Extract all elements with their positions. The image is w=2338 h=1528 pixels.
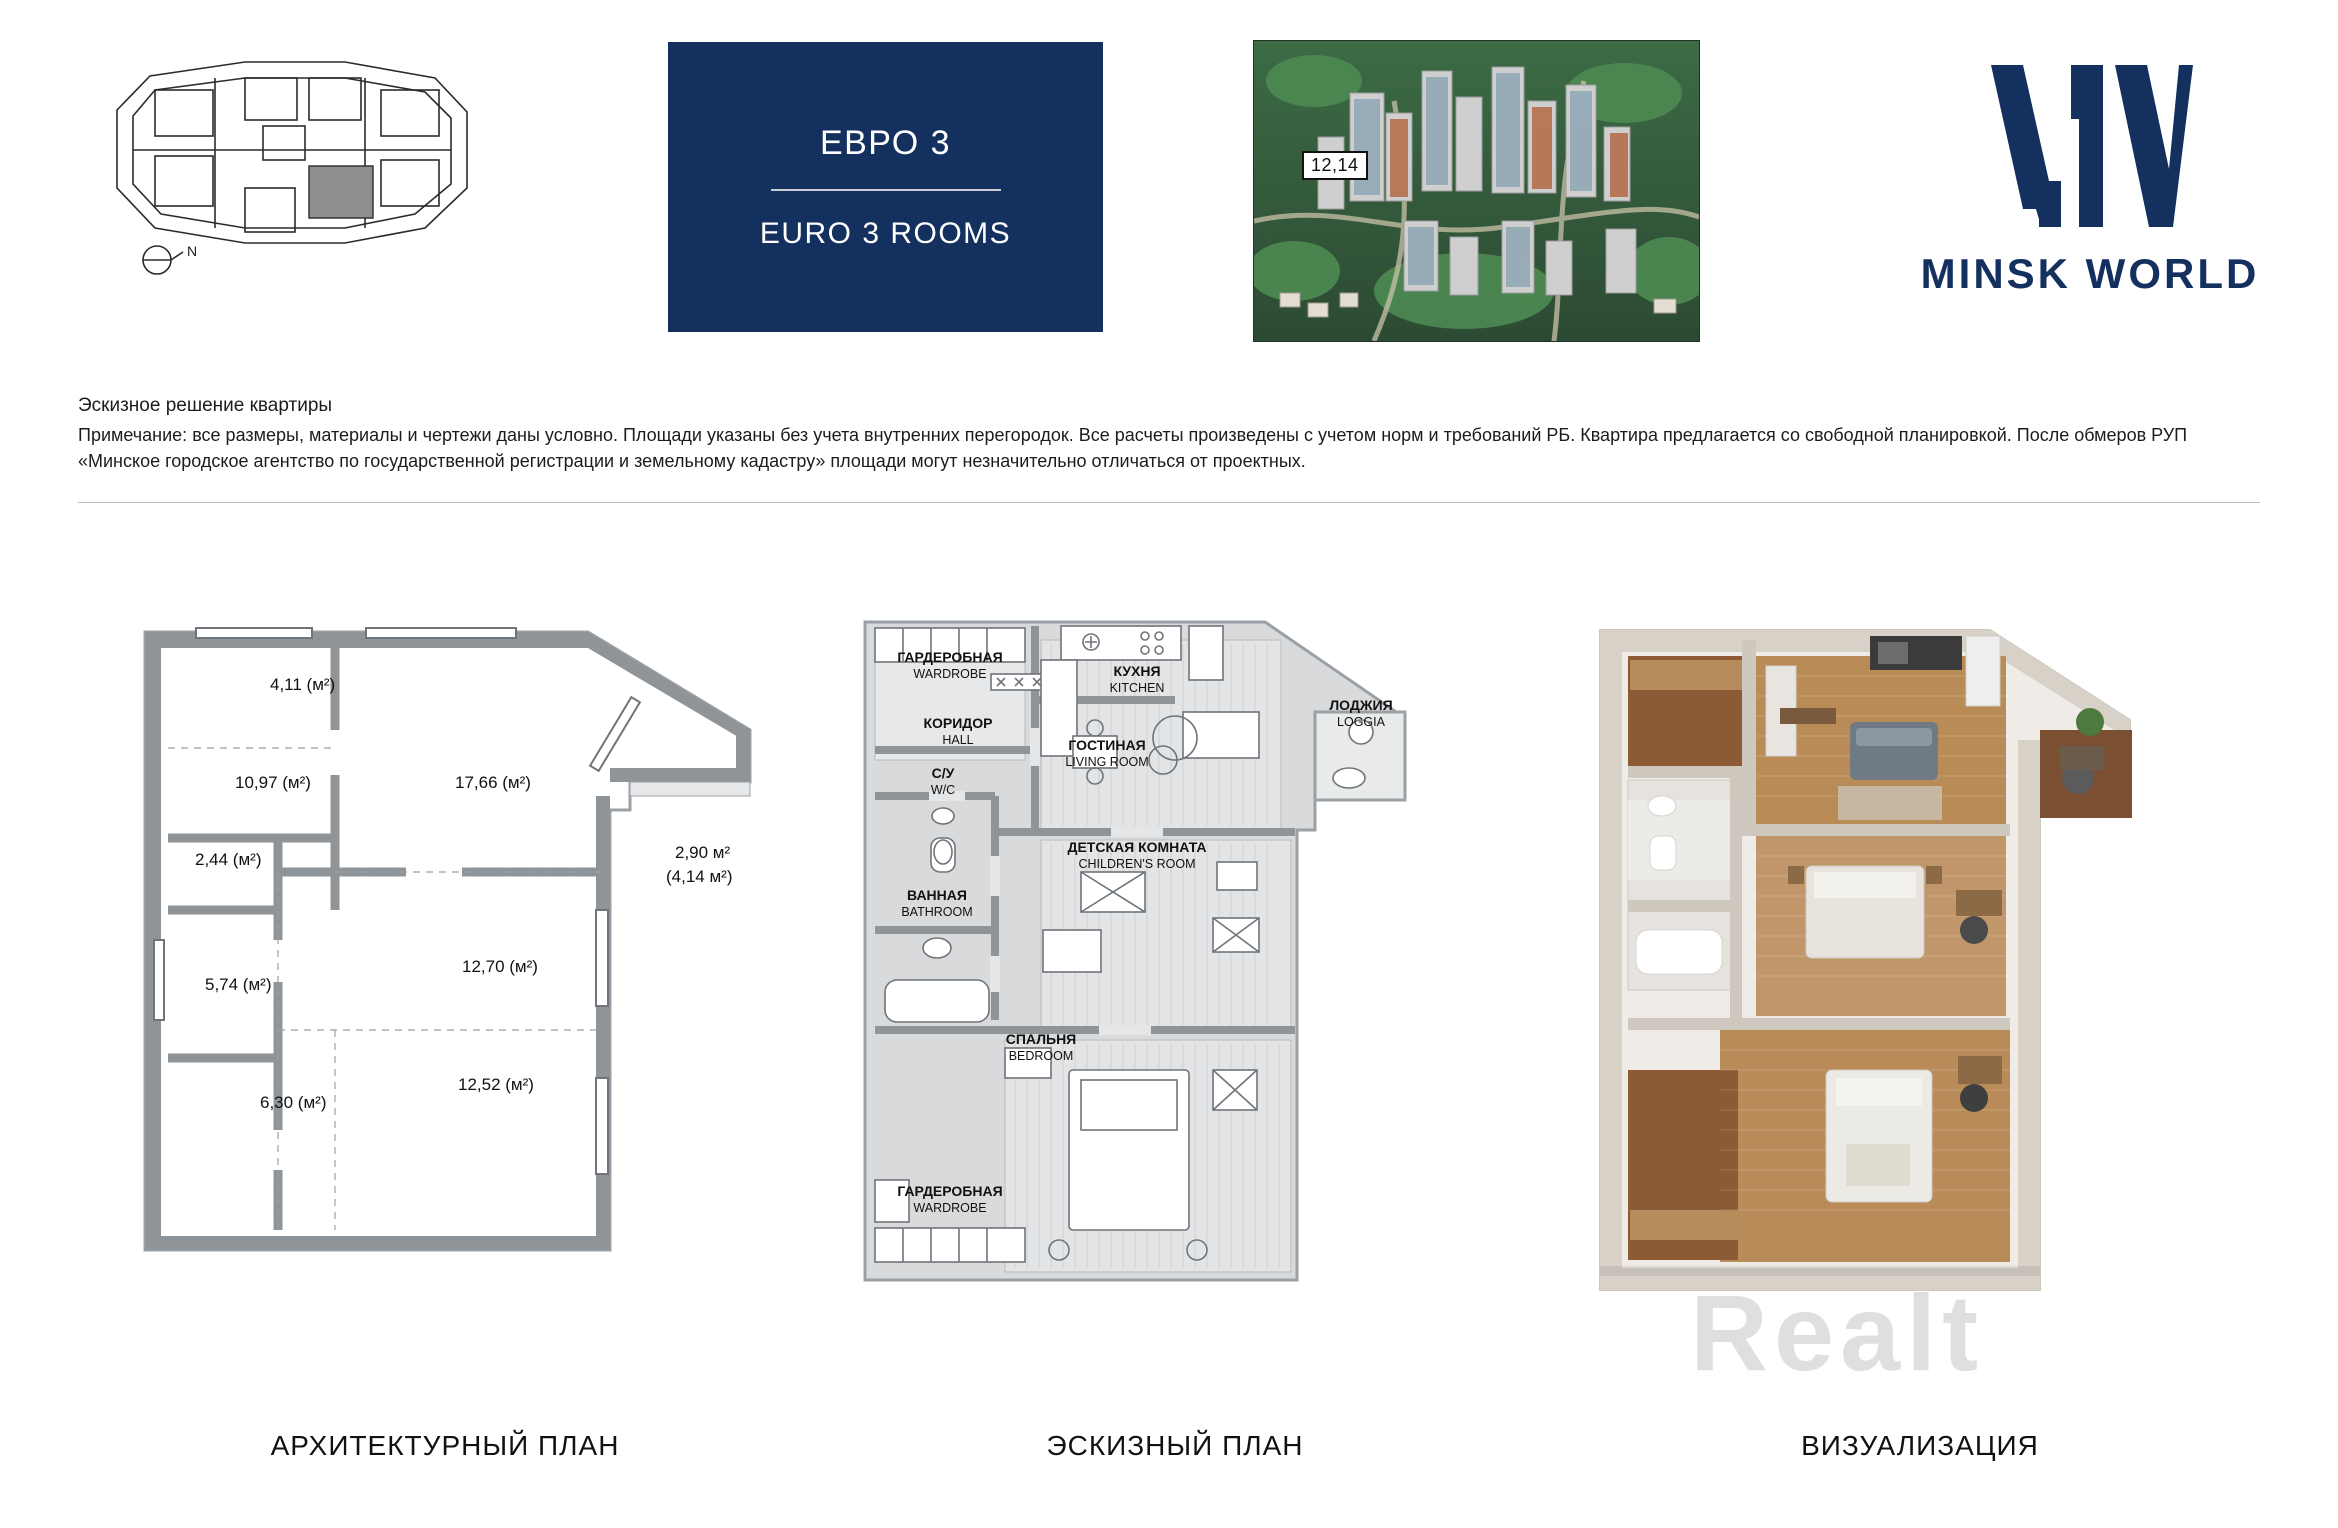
aerial-site-image — [1253, 40, 1700, 342]
title-divider — [771, 189, 1001, 191]
sketch-plan — [845, 600, 1505, 1310]
disclaimer-note — [78, 395, 2258, 474]
room-label-ru: ДЕТСКАЯ КОМНАТА — [1067, 839, 1207, 855]
room-label-ru: КОРИДОР — [923, 715, 993, 731]
area-label: 12,70 (м²) — [462, 957, 538, 976]
building-keyplan — [95, 38, 485, 288]
brand-logo — [1880, 38, 2300, 318]
area-label: 2,44 (м²) — [195, 850, 262, 869]
note-title: Эскизное решение квартиры — [78, 395, 333, 416]
architectural-plan — [110, 610, 780, 1300]
title-en: EURO 3 ROOMS — [759, 216, 1012, 250]
area-label: 4,11 (м²) — [270, 675, 336, 694]
note-body: Примечание: все размеры, материалы и чертежи даны условно. Площади указаны без учета внутренних перегородок. Все расчеты произведены с учетом норм и требований РБ. Квартира предлагается со свободной планировкой. После обмеров РУП «Минское городское агентство по государственной регистрации и земельному кадастру» площади могут незначительно отличаться от проектных. — [78, 425, 2188, 471]
area-label: 17,66 (м²) — [455, 773, 531, 792]
area-label: 6,30 (м²) — [260, 1093, 327, 1112]
room-label-ru: ЛОДЖИЯ — [1329, 697, 1393, 713]
room-label-en: LOGGIA — [1337, 715, 1385, 729]
room-label-ru: СПАЛЬНЯ — [1005, 1031, 1077, 1047]
watermark-label: Realt — [1690, 1272, 1985, 1393]
area-label: (4,14 м²) — [666, 867, 733, 886]
room-label-ru: ВАННАЯ — [907, 887, 967, 903]
brand-name: MINSK WORLD — [1920, 249, 2260, 297]
area-label: 5,74 (м²) — [205, 975, 272, 994]
area-label: 10,97 (м²) — [235, 773, 311, 792]
room-label-en: LIVING ROOM — [1065, 755, 1149, 769]
room-label-en: WARDROBE — [913, 1201, 987, 1215]
room-label-en: KITCHEN — [1109, 681, 1165, 695]
room-label-ru: КУХНЯ — [1113, 663, 1161, 679]
aerial-tag-label: 12,14 — [1302, 151, 1368, 180]
caption-visualization: ВИЗУАЛИЗАЦИЯ — [1801, 1430, 2039, 1461]
room-label-en: BEDROOM — [1008, 1049, 1074, 1063]
room-label-en: W/C — [930, 783, 956, 797]
room-label-en: BATHROOM — [901, 905, 973, 919]
area-label: 2,90 м² — [675, 843, 731, 862]
caption-architectural: АРХИТЕКТУРНЫЙ ПЛАН — [270, 1430, 620, 1461]
room-label-ru: ГАРДЕРОБНАЯ — [897, 1183, 1003, 1199]
visualization-render — [1570, 600, 2270, 1320]
room-label-en: CHILDREN'S ROOM — [1078, 857, 1196, 871]
caption-sketch: ЭСКИЗНЫЙ ПЛАН — [1046, 1430, 1304, 1461]
apartment-type-title — [668, 42, 1103, 332]
title-ru: ЕВРО 3 — [819, 123, 952, 162]
area-label: 12,52 (м²) — [458, 1075, 534, 1094]
room-label-en: HALL — [942, 733, 974, 747]
room-label-en: WARDROBE — [913, 667, 987, 681]
sheet-header — [0, 0, 2338, 360]
room-label-ru: ГОСТИНАЯ — [1068, 737, 1146, 753]
room-label-ru: С/У — [931, 765, 955, 781]
room-label-ru: ГАРДЕРОБНАЯ — [897, 649, 1003, 665]
mw-logo-icon — [1983, 59, 2198, 234]
compass-label: N — [187, 243, 198, 259]
header-divider — [78, 502, 2260, 503]
